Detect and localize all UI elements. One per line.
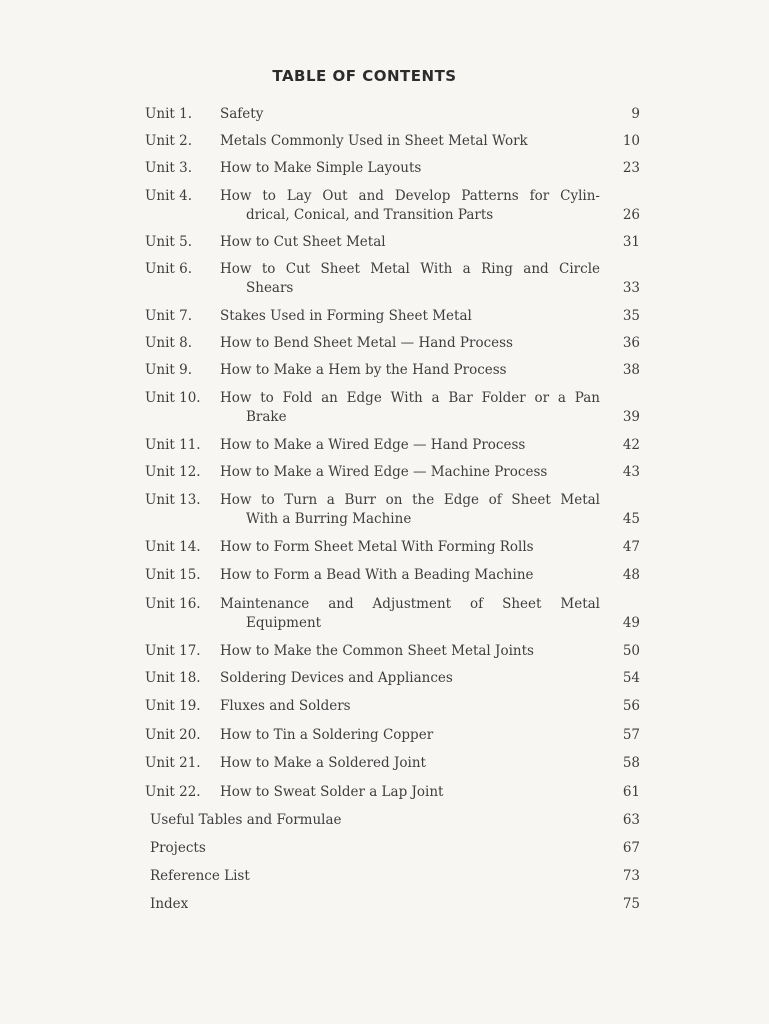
entry-title xyxy=(220,669,600,688)
entry-title-line1: How to Lay Out and Develop Patterns for Cylin- xyxy=(220,188,600,204)
entry-title xyxy=(220,233,600,252)
entry-title-line1: Stakes Used in Forming Sheet Metal xyxy=(220,308,472,324)
page-number: 35 xyxy=(622,308,640,324)
entry-title-line2: With a Burring Machine xyxy=(246,511,412,527)
unit-number: Unit 4. xyxy=(145,188,192,204)
page-number: 48 xyxy=(622,567,640,583)
page-number: 26 xyxy=(622,207,640,223)
entry-title-line1: How to Make Simple Layouts xyxy=(220,160,422,176)
entry-title-line1: How to Turn a Burr on the Edge of Sheet Metal xyxy=(220,492,600,508)
unit-number: Unit 6. xyxy=(145,261,192,277)
entry-title-line2: drical, Conical, and Transition Parts xyxy=(246,207,494,223)
toc-entry xyxy=(145,491,640,529)
entry-title-line1: How to Bend Sheet Metal — Hand Process xyxy=(220,335,513,351)
unit-number: Unit 11. xyxy=(145,437,201,453)
unit-number: Unit 14. xyxy=(145,539,201,555)
toc-entry xyxy=(145,389,640,427)
toc-entry xyxy=(145,463,640,482)
extra-title: Projects xyxy=(150,840,206,856)
entry-title-line1: Fluxes and Solders xyxy=(220,698,351,714)
page-number: 50 xyxy=(622,643,640,659)
toc-entry xyxy=(145,595,640,633)
toc-entry xyxy=(145,233,640,252)
page-number: 39 xyxy=(622,409,640,425)
entry-title xyxy=(220,361,600,380)
page-number: 73 xyxy=(622,868,640,884)
unit-number: Unit 20. xyxy=(145,727,201,743)
entry-title-line1: How to Form Sheet Metal With Forming Rolls xyxy=(220,539,534,555)
toc-entry xyxy=(145,334,640,353)
toc-entry xyxy=(145,726,640,745)
page-number: 61 xyxy=(622,784,640,800)
entry-title xyxy=(220,783,600,802)
entry-title xyxy=(220,726,600,745)
unit-number: Unit 8. xyxy=(145,335,192,351)
page-number: 57 xyxy=(622,727,640,743)
entry-title-line1: How to Make the Common Sheet Metal Joints xyxy=(220,643,534,659)
entry-title xyxy=(220,436,600,455)
toc-entry xyxy=(145,642,640,661)
page-number: 23 xyxy=(622,160,640,176)
entry-title-line1: How to Cut Sheet Metal With a Ring and Circle xyxy=(220,261,600,277)
unit-number: Unit 15. xyxy=(145,567,201,583)
entry-title xyxy=(220,187,600,225)
entry-title-line1: Safety xyxy=(220,106,264,122)
unit-number: Unit 7. xyxy=(145,308,192,324)
entry-title-line2: Brake xyxy=(246,409,287,425)
entry-title xyxy=(220,463,600,482)
toc-entry xyxy=(145,105,640,124)
unit-number: Unit 13. xyxy=(145,492,201,508)
unit-number: Unit 16. xyxy=(145,596,201,612)
unit-number: Unit 5. xyxy=(145,234,192,250)
unit-number: Unit 18. xyxy=(145,670,201,686)
page-number: 56 xyxy=(622,698,640,714)
entry-title xyxy=(220,538,600,557)
entry-title xyxy=(220,389,600,427)
entry-title-line2: Equipment xyxy=(246,615,322,631)
unit-number: Unit 9. xyxy=(145,362,192,378)
toc-extra-entry xyxy=(145,895,640,914)
entry-title-line1: How to Make a Wired Edge — Machine Process xyxy=(220,464,548,480)
toc-entry xyxy=(145,132,640,151)
entry-title xyxy=(220,307,600,326)
page-number: 49 xyxy=(622,615,640,631)
page-number: 47 xyxy=(622,539,640,555)
entry-title xyxy=(220,697,600,716)
page-title: TABLE OF CONTENTS xyxy=(272,67,457,85)
entry-title xyxy=(220,754,600,773)
unit-number: Unit 19. xyxy=(145,698,201,714)
unit-number: Unit 3. xyxy=(145,160,192,176)
entry-title xyxy=(220,566,600,585)
page-number: 31 xyxy=(622,234,640,250)
unit-number: Unit 12. xyxy=(145,464,201,480)
entry-title-line1: How to Form a Bead With a Beading Machine xyxy=(220,567,534,583)
entry-title-line1: How to Tin a Soldering Copper xyxy=(220,727,434,743)
entry-title xyxy=(220,105,600,124)
toc-entry xyxy=(145,436,640,455)
page-number: 58 xyxy=(622,755,640,771)
page-number: 63 xyxy=(622,812,640,828)
page-number: 75 xyxy=(622,896,640,912)
page-number: 54 xyxy=(622,670,640,686)
entry-title xyxy=(220,159,600,178)
page-number: 43 xyxy=(622,464,640,480)
toc-entry xyxy=(145,697,640,716)
entry-title-line1: How to Make a Wired Edge — Hand Process xyxy=(220,437,526,453)
extra-title: Useful Tables and Formulae xyxy=(150,812,342,828)
entry-title-line1: How to Make a Soldered Joint xyxy=(220,755,426,771)
page-number: 38 xyxy=(622,362,640,378)
toc-extra-entry xyxy=(145,811,640,830)
entry-title xyxy=(220,260,600,298)
page-number: 9 xyxy=(631,106,640,122)
toc-extra-entry xyxy=(145,839,640,858)
toc-entry xyxy=(145,260,640,298)
unit-number: Unit 21. xyxy=(145,755,201,771)
unit-number: Unit 22. xyxy=(145,784,201,800)
toc-entry xyxy=(145,669,640,688)
entry-title-line1: Soldering Devices and Appliances xyxy=(220,670,453,686)
page-number: 10 xyxy=(622,133,640,149)
unit-number: Unit 2. xyxy=(145,133,192,149)
unit-number: Unit 17. xyxy=(145,643,201,659)
extra-title: Index xyxy=(150,896,189,912)
page-number: 67 xyxy=(622,840,640,856)
toc-entry xyxy=(145,538,640,557)
page-number: 45 xyxy=(622,511,640,527)
entry-title xyxy=(220,595,600,633)
entry-title xyxy=(220,642,600,661)
entry-title-line1: How to Sweat Solder a Lap Joint xyxy=(220,784,444,800)
entry-title-line1: How to Make a Hem by the Hand Process xyxy=(220,362,507,378)
page-number: 36 xyxy=(622,335,640,351)
entry-title-line2: Shears xyxy=(246,280,294,296)
entry-title-line1: How to Fold an Edge With a Bar Folder or a Pan xyxy=(220,390,600,406)
toc-entry xyxy=(145,187,640,225)
page-number: 42 xyxy=(622,437,640,453)
toc-entry xyxy=(145,361,640,380)
entry-title-line1: How to Cut Sheet Metal xyxy=(220,234,386,250)
toc-entry xyxy=(145,783,640,802)
entry-title-line1: Metals Commonly Used in Sheet Metal Work xyxy=(220,133,528,149)
toc-entry xyxy=(145,566,640,585)
entry-title-line1: Maintenance and Adjustment of Sheet Metal xyxy=(220,596,600,612)
unit-number: Unit 1. xyxy=(145,106,192,122)
toc-entry xyxy=(145,754,640,773)
entry-title xyxy=(220,132,600,151)
toc-extra-entry xyxy=(145,867,640,886)
unit-number: Unit 10. xyxy=(145,390,201,406)
toc-entry xyxy=(145,159,640,178)
entry-title xyxy=(220,334,600,353)
entry-title xyxy=(220,491,600,529)
extra-title: Reference List xyxy=(150,868,250,884)
toc-entry xyxy=(145,307,640,326)
page-number: 33 xyxy=(622,280,640,296)
